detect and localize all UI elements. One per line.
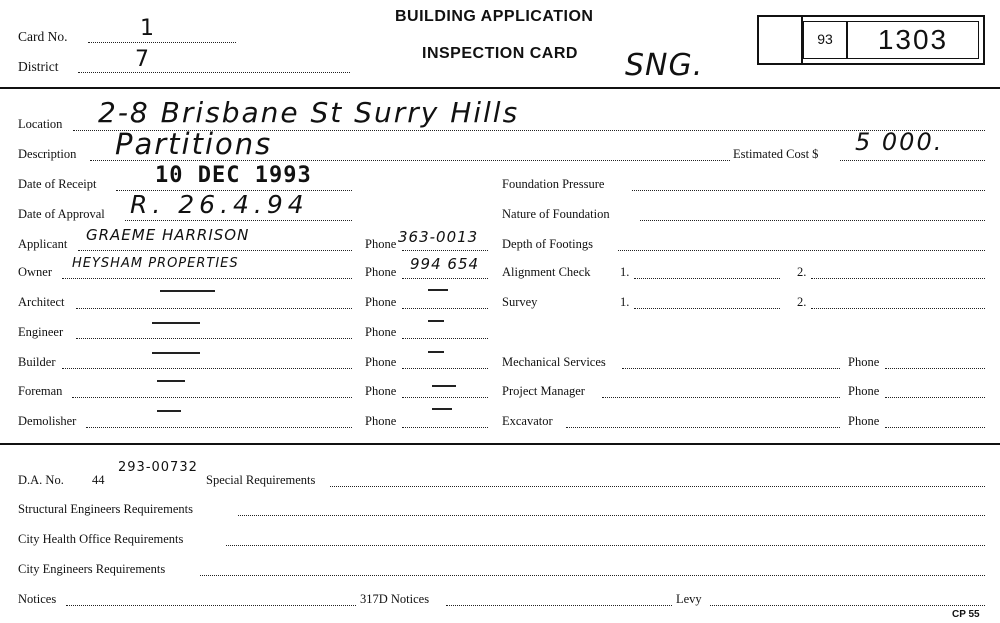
- owner-value: HEYSHAM PROPERTIES: [72, 256, 239, 271]
- district-line: [78, 72, 350, 73]
- approval-label: Date of Approval: [18, 207, 105, 221]
- builder-label: Builder: [18, 355, 56, 369]
- builder-phone-label: Phone: [365, 355, 397, 369]
- architect-blank-mark: [160, 290, 215, 292]
- applicant-label: Applicant: [18, 237, 68, 251]
- applicant-phone-value: 363-0013: [398, 228, 479, 246]
- owner-phone-label: Phone: [365, 265, 397, 279]
- foreman-label: Foreman: [18, 384, 63, 398]
- da-no-label: D.A. No.: [18, 473, 64, 487]
- engineer-blank-mark: [152, 322, 200, 324]
- health-office-label: City Health Office Requirements: [18, 532, 184, 546]
- form-title: BUILDING APPLICATION: [395, 8, 594, 25]
- alignment-2-label: 2.: [797, 265, 807, 279]
- alignment-1-label: 1.: [620, 265, 630, 279]
- form-code: CP 55: [952, 609, 980, 620]
- engineer-phone-label: Phone: [365, 325, 397, 339]
- alignment-check-label: Alignment Check: [502, 265, 591, 279]
- owner-label: Owner: [18, 265, 53, 279]
- approval-value: R. 26.4.94: [130, 190, 309, 219]
- location-value: 2-8 Brisbane St Surry Hills: [98, 96, 520, 129]
- description-value: Partitions: [115, 127, 273, 161]
- demolisher-phone-label: Phone: [365, 414, 397, 428]
- foreman-phone-label: Phone: [365, 384, 397, 398]
- inspector-initials: SNG.: [625, 48, 704, 83]
- receipt-label: Date of Receipt: [18, 177, 97, 191]
- reference-box: [757, 15, 985, 65]
- project-manager-phone-label: Phone: [848, 384, 880, 398]
- applicant-value: GRAEME HARRISON: [86, 226, 250, 244]
- foreman-blank-mark: [157, 380, 185, 382]
- ref-year: 93: [803, 21, 847, 59]
- estimated-cost-value: 5 000.: [855, 128, 944, 156]
- levy-label: Levy: [676, 592, 702, 606]
- builder-blank-mark: [152, 352, 200, 354]
- mechanical-label: Mechanical Services: [502, 355, 606, 369]
- foundation-pressure-label: Foundation Pressure: [502, 177, 605, 191]
- demolisher-label: Demolisher: [18, 414, 77, 428]
- district-label: District: [18, 59, 59, 74]
- demolisher-blank-mark: [157, 410, 181, 412]
- architect-label: Architect: [18, 295, 65, 309]
- structural-label: Structural Engineers Requirements: [18, 502, 193, 516]
- excavator-label: Excavator: [502, 414, 553, 428]
- architect-phone-label: Phone: [365, 295, 397, 309]
- special-requirements-label: Special Requirements: [206, 473, 316, 487]
- da-prefix: 44: [92, 473, 105, 487]
- nature-foundation-label: Nature of Foundation: [502, 207, 610, 221]
- receipt-stamp: 10 DEC 1993: [155, 163, 312, 188]
- ref-number: 1303: [847, 21, 979, 59]
- excavator-phone-label: Phone: [848, 414, 880, 428]
- bottom-divider: [0, 443, 1000, 445]
- estimated-cost-label: Estimated Cost $: [733, 147, 819, 161]
- notices-317d-label: 317D Notices: [360, 592, 430, 606]
- description-label: Description: [18, 147, 77, 161]
- project-manager-label: Project Manager: [502, 384, 585, 398]
- engineer-label: Engineer: [18, 325, 64, 339]
- card-no-value: 1: [140, 16, 155, 41]
- applicant-phone-label: Phone: [365, 237, 397, 251]
- card-no-label: Card No.: [18, 29, 68, 44]
- da-number-value: 293-00732: [118, 460, 198, 475]
- city-engineers-label: City Engineers Requirements: [18, 562, 166, 576]
- form-subtitle: INSPECTION CARD: [422, 45, 578, 62]
- notices-label: Notices: [18, 592, 57, 606]
- depth-footings-label: Depth of Footings: [502, 237, 593, 251]
- top-divider: [0, 87, 1000, 89]
- location-label: Location: [18, 117, 63, 131]
- district-value: 7: [135, 47, 150, 72]
- survey-2-label: 2.: [797, 295, 807, 309]
- survey-label: Survey: [502, 295, 538, 309]
- mechanical-phone-label: Phone: [848, 355, 880, 369]
- owner-phone-value: 994 654: [410, 255, 480, 273]
- survey-1-label: 1.: [620, 295, 630, 309]
- card-no-line: [88, 42, 236, 43]
